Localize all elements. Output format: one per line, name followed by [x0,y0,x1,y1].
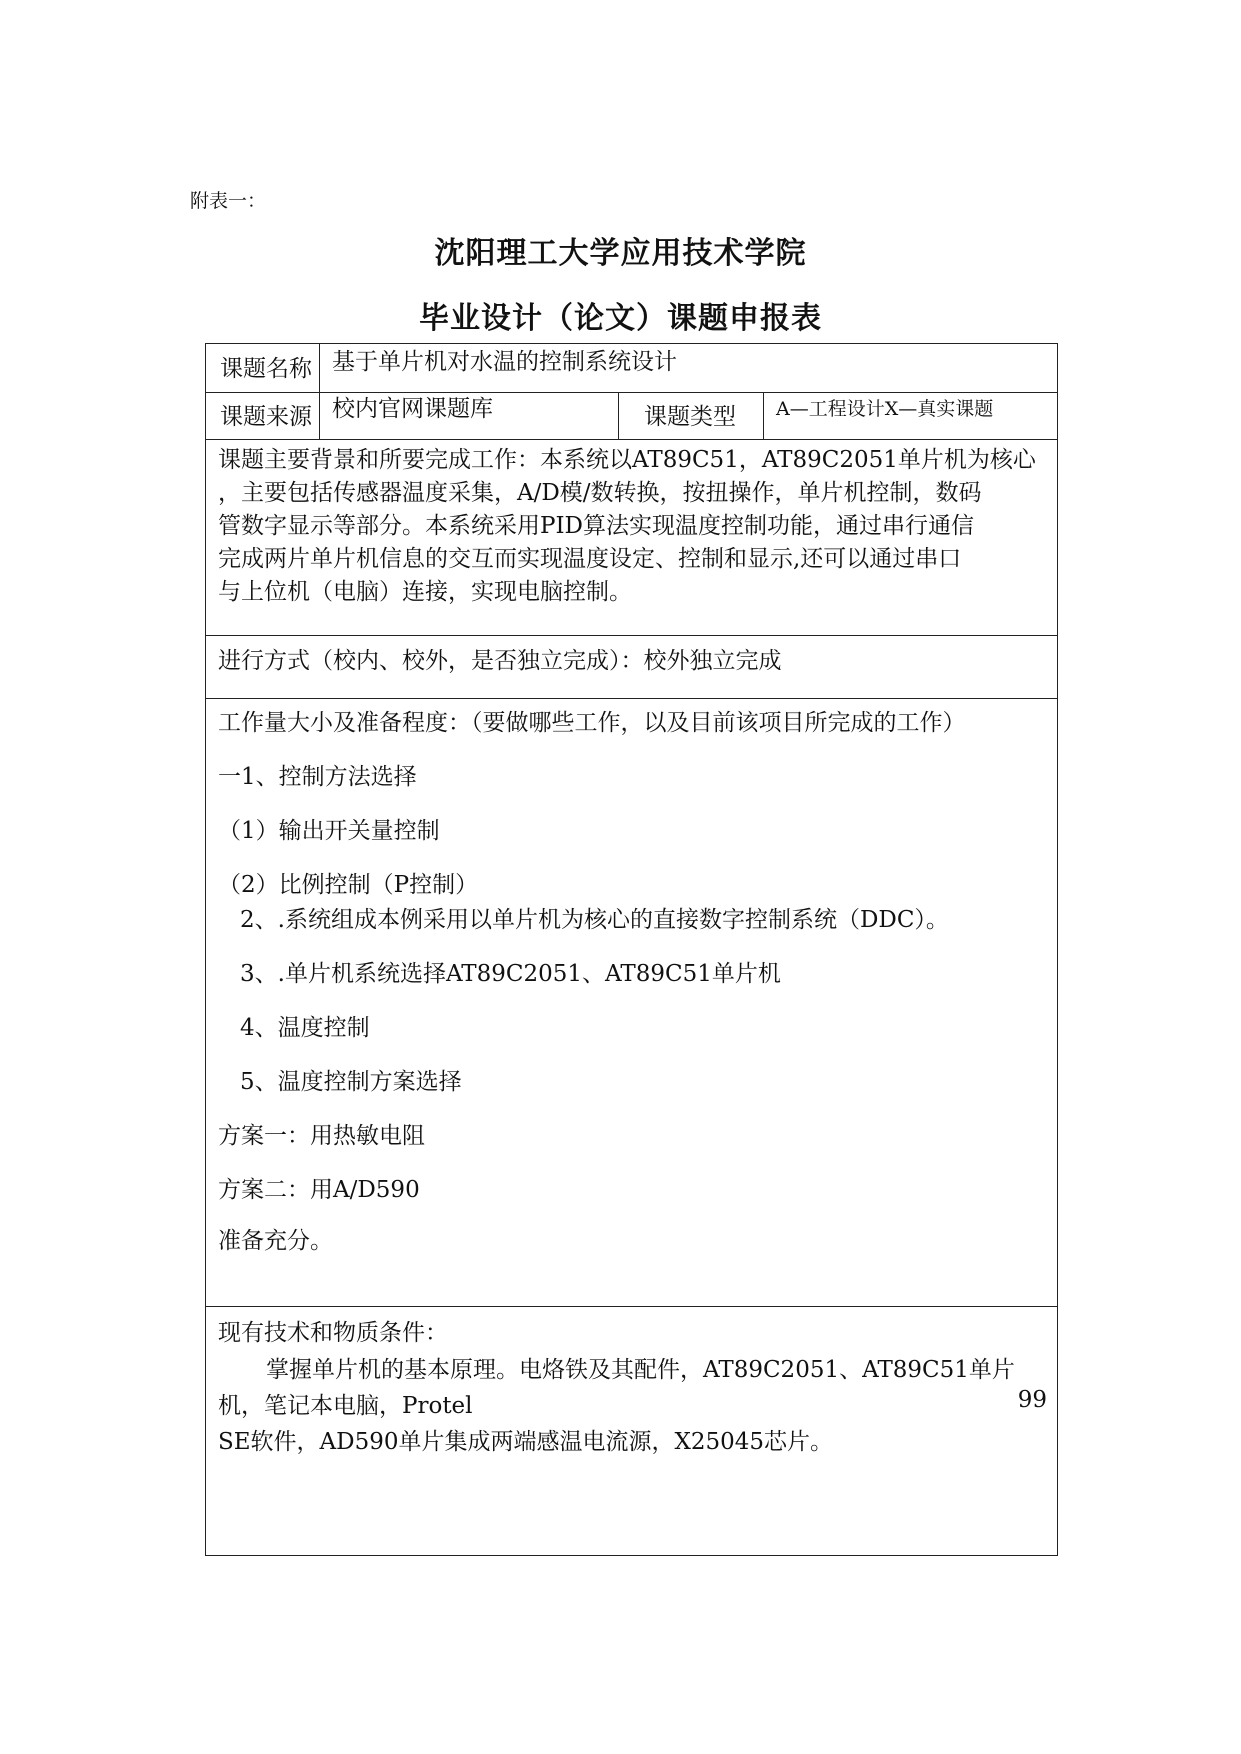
workload-item: 2、.系统组成本例采用以单片机为核心的直接数字控制系统（DDC）。 [240,907,949,933]
conditions-heading: 现有技术和物质条件： [218,1320,448,1346]
topic-name-label: 课题名称 [220,356,312,382]
workload-item: 4、温度控制 [240,1015,370,1041]
topic-type-label: 课题类型 [644,404,736,430]
topic-type-value: A—工程设计X—真实课题 [776,398,994,420]
workload-item: 方案一：用热敏电阻 [218,1123,425,1149]
form-title: 毕业设计（论文）课题申报表 [419,301,822,336]
row-divider [206,439,1057,440]
method-text: 进行方式（校内、校外，是否独立完成）：校外独立完成 [218,648,782,674]
conditions-line-end: 99 [1017,1387,1047,1413]
conditions-line: SE软件，AD590单片集成两端感温电流源，X25045芯片。 [218,1429,834,1455]
column-divider [618,392,619,439]
workload-item: 方案二：用A/D590 [218,1177,420,1203]
row-divider [206,698,1057,699]
row-divider [206,1306,1057,1307]
workload-item: 5、温度控制方案选择 [240,1069,462,1095]
background-line: ，主要包括传感器温度采集，A/D模/数转换，按扭操作，单片机控制，数码 [218,480,982,506]
workload-item: 一1、控制方法选择 [218,764,417,790]
topic-source-label: 课题来源 [220,404,312,430]
workload-item: （1）输出开关量控制 [218,818,440,844]
background-line: 与上位机（电脑）连接，实现电脑控制。 [218,579,632,605]
background-line: 完成两片单片机信息的交互而实现温度设定、控制和显示,还可以通过串口 [218,546,962,572]
conditions-line: 掌握单片机的基本原理。电烙铁及其配件，AT89C2051、AT89C51单片 [266,1357,1015,1383]
column-divider [319,344,320,439]
row-divider [206,635,1057,636]
workload-item: 3、.单片机系统选择AT89C2051、AT89C51单片机 [240,961,781,987]
background-line: 管数字显示等部分。本系统采用PID算法实现温度控制功能，通过串行通信 [218,513,975,539]
workload-heading: 工作量大小及准备程度：（要做哪些工作，以及目前该项目所完成的工作） [218,710,966,736]
workload-item: 准备充分。 [218,1228,333,1254]
column-divider [763,392,764,439]
conditions-line: 机，笔记本电脑，Protel [218,1393,473,1419]
institution-title: 沈阳理工大学应用技术学院 [434,236,807,271]
background-line: 课题主要背景和所要完成工作：本系统以AT89C51，AT89C2051单片机为核心 [218,447,1036,473]
topic-name-value: 基于单片机对水温的控制系统设计 [332,349,677,375]
background-section [218,444,1043,609]
workload-item: （2）比例控制（P控制） [218,872,479,898]
annex-label: 附表一： [190,190,267,212]
application-form-table [205,343,1058,1556]
topic-source-value: 校内官网课题库 [332,396,493,422]
